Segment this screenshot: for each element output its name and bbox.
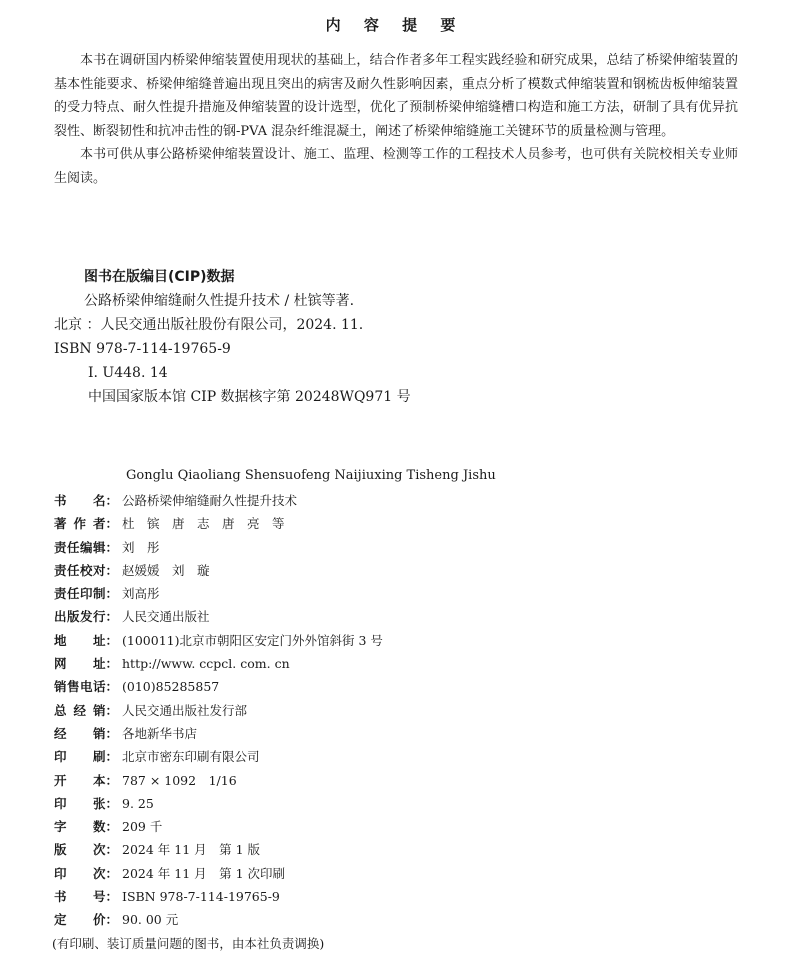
colophon-label-char: 网 bbox=[54, 656, 67, 672]
colophon-label-char: 经 bbox=[54, 725, 67, 741]
colophon-row bbox=[54, 885, 754, 908]
colophon-row bbox=[54, 512, 754, 535]
colophon-label-char: 总 bbox=[54, 702, 67, 718]
colophon-value: 各地新华书店 bbox=[122, 725, 198, 741]
colophon-row bbox=[54, 699, 754, 722]
summary-body bbox=[54, 49, 738, 190]
colophon-value: ISBN 978-7-114-19765-9 bbox=[122, 889, 280, 905]
colophon-value: http://www. ccpcl. com. cn bbox=[122, 656, 290, 672]
colophon-label bbox=[54, 489, 118, 512]
colophon-label-char: 印 bbox=[54, 749, 67, 765]
colophon-row bbox=[54, 769, 754, 792]
colophon-value: 赵媛媛 刘 璇 bbox=[122, 562, 210, 578]
colophon-label-char: 行： bbox=[92, 609, 118, 625]
colophon-label-char: 地 bbox=[54, 632, 67, 648]
colophon-label-char: 著 bbox=[54, 516, 67, 532]
colophon-label-char: 字 bbox=[54, 819, 67, 835]
summary-title: 内 容 提 要 bbox=[325, 16, 465, 34]
colophon-row bbox=[54, 489, 754, 512]
colophon-label bbox=[54, 745, 118, 768]
cip-isbn-line: ISBN 978-7-114-19765-9 bbox=[54, 341, 231, 357]
colophon-label-char: 印 bbox=[79, 586, 93, 602]
pinyin-title: Gonglu Qiaoliang Shensuofeng Naijiuxing Tisheng Jishu bbox=[126, 468, 496, 483]
colophon-value: 90. 00 元 bbox=[122, 912, 179, 928]
colophon-label-char: 刷： bbox=[92, 749, 118, 765]
colophon-label-char: 编 bbox=[79, 539, 93, 555]
colophon-label-char: 址： bbox=[92, 656, 118, 672]
colophon-label-char: 版 bbox=[66, 609, 80, 625]
colophon-label-char: 销 bbox=[54, 679, 67, 695]
colophon-row bbox=[54, 838, 754, 861]
colophon-label-char: 发 bbox=[79, 609, 93, 625]
colophon-value: 2024 年 11 月 第 1 版 bbox=[122, 842, 261, 858]
colophon-label-char: 任 bbox=[66, 539, 80, 555]
colophon-label-char: 址： bbox=[92, 632, 118, 648]
colophon-label bbox=[54, 536, 118, 559]
colophon-value: 787 × 1092 1/16 bbox=[122, 772, 237, 788]
colophon-label-char: 次： bbox=[92, 865, 118, 881]
colophon-label-char: 书 bbox=[54, 493, 67, 508]
colophon-value: 刘 彤 bbox=[122, 539, 160, 555]
colophon-row bbox=[54, 675, 754, 698]
colophon-label bbox=[54, 512, 118, 535]
colophon-label-char: 号： bbox=[92, 889, 118, 905]
colophon-label-char: 开 bbox=[54, 772, 67, 788]
colophon-row bbox=[54, 815, 754, 838]
cip-record-line: 中国国家版本馆 CIP 数据核字第 20248WQ971 号 bbox=[88, 389, 411, 405]
colophon-label-char: 任 bbox=[66, 586, 80, 602]
colophon-label bbox=[54, 908, 118, 931]
colophon-label-char: 价： bbox=[92, 912, 118, 928]
colophon-label-char: 定 bbox=[54, 912, 67, 928]
colophon-value: 公路桥梁伸缩缝耐久性提升技术 bbox=[122, 493, 298, 508]
colophon-value: 人民交通出版社 bbox=[122, 609, 210, 625]
summary-paragraph: 本书在调研国内桥梁伸缩装置使用现状的基础上，结合作者多年工程实践经验和研究成果，总结了桥梁伸缩装置的基本性能要求、桥梁伸缩缝普遍出现且突出的病害及耐久性影响因素，重点分析了模数式伸缩装置和钢梳齿板伸缩装置的受力特点、耐久性提升措施及伸缩装置的设计选型，优化了预制桥梁伸缩缝槽口构造和施工方法，研制了具有优异抗裂性、断裂韧性和抗冲击性的钢-PVA 混杂纤维混凝土，阐述了桥梁伸缩缝施工关键环节的质量检测与管理。 bbox=[54, 53, 738, 139]
colophon-label-char: 名： bbox=[92, 493, 118, 508]
colophon-label-char: 责 bbox=[54, 539, 67, 555]
colophon-label bbox=[54, 885, 118, 908]
colophon-value: 人民交通出版社发行部 bbox=[122, 702, 248, 718]
colophon-row bbox=[54, 908, 754, 931]
colophon-row bbox=[54, 862, 754, 885]
colophon-label-char: 张： bbox=[92, 795, 118, 811]
colophon-label bbox=[54, 722, 118, 745]
colophon-label-char: 者： bbox=[92, 516, 118, 532]
colophon-value: 209 千 bbox=[122, 819, 163, 835]
colophon-row bbox=[54, 745, 754, 768]
colophon-label-char: 制： bbox=[92, 586, 118, 602]
summary-paragraph: 本书可供从事公路桥梁伸缩装置设计、施工、监理、检测等工作的工程技术人员参考，也可供有关院校相关专业师生阅读。 bbox=[54, 147, 738, 186]
colophon-label-char: 校 bbox=[79, 562, 93, 578]
colophon-label bbox=[54, 582, 118, 605]
colophon-label bbox=[54, 699, 118, 722]
colophon-value: 北京市密东印刷有限公司 bbox=[122, 749, 260, 765]
footer-note: (有印刷、装订质量问题的图书，由本社负责调换) bbox=[52, 936, 325, 951]
colophon-label bbox=[54, 559, 118, 582]
colophon-label-char: 销： bbox=[92, 702, 118, 718]
colophon-label-char: 经 bbox=[73, 702, 86, 718]
colophon-label bbox=[54, 629, 118, 652]
colophon-label-char: 对： bbox=[92, 562, 118, 578]
colophon-label-char: 销： bbox=[92, 725, 118, 741]
colophon-label bbox=[54, 769, 118, 792]
colophon-label bbox=[54, 792, 118, 815]
cip-title-line: 公路桥梁伸缩缝耐久性提升技术 / 杜镔等著. bbox=[84, 293, 355, 309]
colophon-row bbox=[54, 559, 754, 582]
colophon-label bbox=[54, 838, 118, 861]
colophon-value: 2024 年 11 月 第 1 次印刷 bbox=[122, 865, 286, 881]
colophon-label-char: 版 bbox=[54, 842, 67, 858]
colophon-label-char: 责 bbox=[54, 586, 67, 602]
colophon-label-char: 话： bbox=[92, 679, 118, 695]
colophon-label-char: 任 bbox=[66, 562, 80, 578]
colophon-label bbox=[54, 605, 118, 628]
colophon-label-char: 本： bbox=[92, 772, 118, 788]
colophon-value: 9. 25 bbox=[122, 795, 154, 811]
colophon-label-char: 数： bbox=[92, 819, 118, 835]
colophon-row bbox=[54, 582, 754, 605]
colophon-label-char: 电 bbox=[79, 679, 93, 695]
colophon-row bbox=[54, 629, 754, 652]
colophon-label bbox=[54, 815, 118, 838]
colophon-row bbox=[54, 652, 754, 675]
cip-class-line: Ⅰ. U448. 14 bbox=[88, 365, 168, 381]
colophon-label-char: 作 bbox=[73, 516, 86, 532]
colophon-row bbox=[54, 605, 754, 628]
colophon-label-char: 出 bbox=[54, 609, 67, 625]
colophon-label-char: 书 bbox=[54, 889, 67, 905]
colophon-label-char: 印 bbox=[54, 795, 67, 811]
cip-heading: 图书在版编目(CIP)数据 bbox=[84, 269, 235, 285]
colophon-label bbox=[54, 652, 118, 675]
colophon-value: (010)85285857 bbox=[122, 679, 220, 695]
colophon-label-char: 责 bbox=[54, 562, 67, 578]
colophon-row bbox=[54, 536, 754, 559]
colophon-value: (100011)北京市朝阳区安定门外外馆斜街 3 号 bbox=[122, 632, 383, 648]
colophon-row bbox=[54, 792, 754, 815]
colophon-label bbox=[54, 862, 118, 885]
colophon-row bbox=[54, 722, 754, 745]
colophon-label-char: 印 bbox=[54, 865, 67, 881]
colophon-label-char: 次： bbox=[92, 842, 118, 858]
colophon-value: 刘高彤 bbox=[122, 586, 160, 602]
cip-publisher-line: 北京 ：人民交通出版社股份有限公司，2024. 11. bbox=[54, 317, 364, 333]
colophon-label bbox=[54, 675, 118, 698]
colophon-value: 杜 镔 唐 志 唐 亮 等 bbox=[122, 516, 285, 532]
cip-block bbox=[54, 265, 744, 409]
colophon-label-char: 售 bbox=[66, 679, 80, 695]
colophon-records bbox=[54, 489, 754, 932]
colophon-label-char: 辑： bbox=[92, 539, 118, 555]
